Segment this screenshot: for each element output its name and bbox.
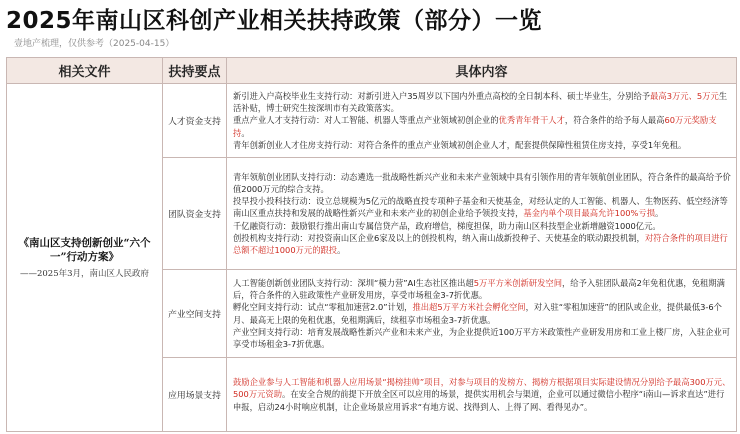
column-header-document: 相关文件 <box>7 58 163 84</box>
paragraph: 新引进入户高校毕业生支持行动：对新引进入户35周岁以下国内外重点高校的全日制本科、硕士毕业生，分别给予最高3万元、5万元生活补贴，博士研究生按深圳市有关政策落实。 <box>233 90 728 114</box>
policy-table <box>6 57 737 432</box>
highlight-text: 对符合条件的项目进行总额不超过1000万元的跟投 <box>233 232 728 255</box>
page-title: 2025年南山区科创产业相关扶持政策（部分）一览 <box>6 8 543 34</box>
document-name: 《南山区支持创新创业“六个一”行动方案》 <box>18 237 151 263</box>
column-header-details: 具体内容 <box>227 58 737 84</box>
paragraph: 青年创新创业人才住房支持行动：对符合条件的重点产业领域初创企业人才，配套提供保障性租赁住房支持，享受1年免租。 <box>233 139 687 150</box>
highlight-text: 最高3万元、5万元 <box>650 90 719 101</box>
paragraph: 青年领航创业团队支持行动：动态遴选一批战略性新兴产业和未来产业领域中具有引领作用的青年领航创业团队，符合条件的最高给予价值2000万元的综合支持。 <box>233 171 731 194</box>
highlight-text: 60万元奖励支持 <box>233 115 717 138</box>
highlight-text: 推出超5万平方米社会孵化空间 <box>412 302 526 313</box>
highlight-text: 优秀青年骨干人才 <box>498 115 565 126</box>
table-header-row <box>7 58 737 84</box>
category-space: 产业空间支持 <box>163 270 227 358</box>
table-row-talent <box>7 84 737 158</box>
highlight-text: 基金内单个项目最高允许100%亏损 <box>523 208 655 219</box>
category-team: 团队资金支持 <box>163 158 227 270</box>
document-cell <box>7 84 163 432</box>
details-scenario <box>227 358 737 432</box>
category-talent: 人才资金支持 <box>163 84 227 158</box>
details-talent <box>227 84 737 158</box>
paragraph: 孵化空间支持行动：试点“零租加速营2.0”计划，推出超5万平方米社会孵化空间，对入驻“零租加速营”的团队或企业，提供最低3-6个月、最高无上限的免租优惠，免租期满后，续租享市场租金3-7折优惠。 <box>233 302 722 325</box>
details-space <box>227 270 737 358</box>
paragraph: 创投机构支持行动：对投资南山区企业6家及以上的创投机构，纳入南山战新投种子、天使基金的联动跟投机制，对符合条件的项目进行总额不超过1000万元的跟投。 <box>233 232 728 255</box>
paragraph: 人工智能创新创业团队支持行动：深圳“模力营”AI生态社区推出超5万平方米创新研发空间，给予入驻团队最高2年免租优惠，免租期满后，符合条件的入驻政策性产业研发用房，享受市场租金3-7折优惠。 <box>233 277 725 301</box>
paragraph: 重点产业人才支持行动：对人工智能、机器人等重点产业领域初创企业的优秀青年骨干人才，符合条件的给予每人最高60万元奖励支持。 <box>233 115 717 138</box>
paragraph: 千亿融资行动：鼓励银行推出南山专属信贷产品，政府增信，梯度担保，助力南山区科技型企业新增融资1000亿元。 <box>233 220 661 231</box>
highlight-text: 5万平方米创新研发空间 <box>473 277 562 288</box>
category-scenario: 应用场景支持 <box>163 358 227 432</box>
paragraph: 鼓励企业参与人工智能和机器人应用场景“揭榜挂帅”项目，对参与项目的发榜方、揭榜方根据项目实际建设情况分别给予最高300万元、500万元资助。在安全合规的前提下开放全区可以应用的场景，提供实用机会与渠道，企业可以通过微信小程序“i南山—诉求直达”进行申报，启动24小时响应机制，让企业场景应用诉求“有地方说、找得到人、上得了网、看得见办”。 <box>233 377 731 412</box>
document-source: ——2025年3月，南山区人民政府 <box>19 269 150 279</box>
page-subtitle: 壹地产梳理，仅供参考（2025-04-15） <box>14 39 175 49</box>
details-team <box>227 158 737 270</box>
paragraph: 投早投小投科技行动：设立总规模为5亿元的战略直投专项种子基金和天使基金，对经认定的人工智能、机器人、生物医药、低空经济等南山区重点扶持和发展的战略性新兴产业和未来产业的初创企业给予领投支持，基金内单个项目最高允许100%亏损。 <box>233 196 728 219</box>
paragraph: 产业空间支持行动：培育发展战略性新兴产业和未来产业，为企业提供近100万平方米政策性产业研发用房和工业上楼厂房，入驻企业可享受市场租金3-7折优惠。 <box>233 326 731 349</box>
column-header-support-point: 扶持要点 <box>163 58 227 84</box>
highlight-text: 鼓励企业参与人工智能和机器人应用场景“揭榜挂帅”项目，对参与项目的发榜方、揭榜方根据项目实际建设情况分别给予最高300万元、500万元资助 <box>233 377 731 400</box>
